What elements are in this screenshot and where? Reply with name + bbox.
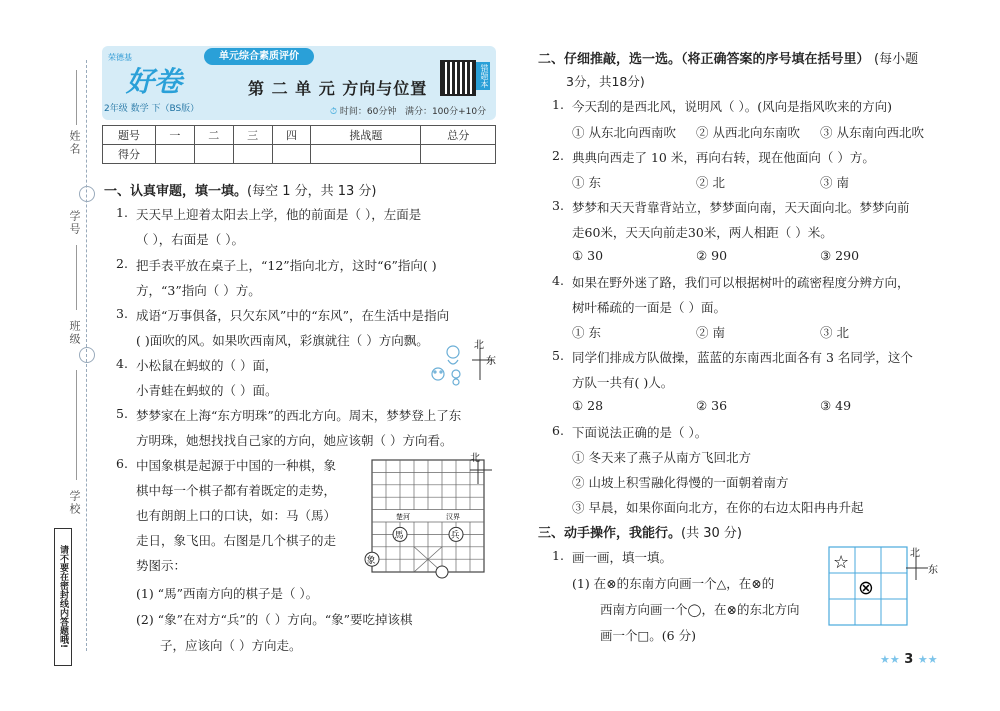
r-q5-line-1: 同学们排成方队做操，蓝蓝的东南西北面各有 3 名同学，这个	[572, 350, 913, 365]
school-label: 学校	[68, 490, 81, 516]
score-cell[interactable]	[311, 145, 421, 164]
question-number: 5.	[552, 348, 564, 363]
q5-line-1: 梦梦家在上海“东方明珠”的西北方向。周末，梦梦登上了东	[136, 408, 462, 423]
section-2-note-line-2: 3分，共18分)	[566, 74, 645, 89]
score-header-cell: 二	[194, 126, 233, 145]
p1-sub-1-line-1: (1) 在⊗的东南方向画一个△，在⊗的	[572, 576, 775, 591]
r-q6-option-1[interactable]: ① 冬天来了燕子从南方飞回北方	[572, 450, 751, 465]
piece-ma: 馬	[394, 531, 404, 541]
r-q4-option-3[interactable]: ③ 北	[820, 325, 849, 340]
r-q4-option-2[interactable]: ② 南	[696, 325, 725, 340]
score-cell[interactable]	[272, 145, 311, 164]
r-q1-option-1[interactable]: ① 从东北向西南吹	[572, 125, 676, 140]
r-q3-option-2[interactable]: ② 90	[696, 248, 728, 263]
score-cell[interactable]	[233, 145, 272, 164]
section-2-note: (每小题	[874, 52, 919, 67]
p1-sub-1-line-3: 画一个□。(6 分)	[600, 628, 696, 643]
q2-line-1: 把手表平放在桌子上，“12”指向北方，这时“6”指向( )	[136, 258, 437, 273]
question-number: 2.	[116, 256, 128, 271]
name-field[interactable]	[76, 70, 77, 125]
star-decoration-icon: ★★	[880, 653, 900, 666]
brand-name: 荣德基	[108, 53, 132, 62]
q2-line-2: 方，“3”指向（ ）方。	[136, 283, 261, 298]
r-q1-option-2[interactable]: ② 从西北向东南吹	[696, 125, 800, 140]
chess-compass-icon	[462, 452, 498, 486]
clock-icon: ⏱	[330, 107, 338, 117]
r-q2: 典典向西走了 10 米，再向右转，现在他面向（ ）方。	[572, 150, 875, 165]
time-limit: 时间：60分钟	[339, 107, 397, 117]
question-number: 1.	[116, 205, 128, 220]
seal-ornament	[79, 347, 95, 363]
r-q3-line-1: 梦梦和天天背靠背站立，梦梦面向南，天天面向北。梦梦向前	[572, 200, 910, 215]
river-label-left: 楚河	[396, 513, 410, 521]
r-q5-option-2[interactable]: ② 36	[696, 398, 728, 413]
score-cell[interactable]	[421, 145, 496, 164]
seal-ornament	[79, 186, 95, 202]
r-q4-line-1: 如果在野外迷了路，我们可以根据树叶的疏密程度分辨方向，	[572, 275, 910, 290]
p1-title: 画一画，填一填。	[572, 550, 673, 565]
q6-sub-2-line-1: (2) “象”在对方“兵”的（ ）方向。“象”要吃掉该棋	[136, 612, 413, 627]
river-label-right: 汉界	[446, 513, 460, 521]
score-header-cell: 一	[156, 126, 195, 145]
page-number-area	[880, 652, 938, 667]
class-field[interactable]	[76, 370, 77, 480]
r-q6: 下面说法正确的是（ ）。	[572, 425, 708, 440]
q5-line-2: 方明珠，她想找找自己家的方向，她应该朝（ ）方向看。	[136, 433, 453, 448]
question-number: 1.	[552, 97, 564, 112]
r-q3-option-1[interactable]: ① 30	[572, 248, 604, 263]
score-header-cell: 题号	[103, 126, 156, 145]
question-number: 5.	[116, 406, 128, 421]
question-number: 4.	[552, 273, 564, 288]
r-q2-option-2[interactable]: ② 北	[696, 175, 725, 190]
animals-figure	[420, 340, 500, 396]
r-q6-option-3[interactable]: ③ 早晨，如果你面向北方，在你的右边太阳冉冉升起	[572, 500, 864, 515]
score-cell[interactable]	[194, 145, 233, 164]
r-q2-option-3[interactable]: ③ 南	[820, 175, 849, 190]
error-book-tag: 错题本	[476, 62, 490, 90]
grid-compass-icon	[900, 546, 944, 586]
r-q6-option-2[interactable]: ② 山坡上积雪融化得慢的一面朝着南方	[572, 475, 789, 490]
r-q5-option-1[interactable]: ① 28	[572, 398, 604, 413]
squirrel-icon	[447, 346, 459, 364]
compass-north-label: 北	[474, 340, 484, 351]
page-number: 3	[904, 652, 914, 667]
score-header-cell: 总分	[421, 126, 496, 145]
q3-line-1: 成语“万事俱备，只欠东风”中的“东风”，在生活中是指向	[136, 308, 450, 323]
r-q2-option-1[interactable]: ① 东	[572, 175, 601, 190]
r-q1-option-3[interactable]: ③ 从东南向西北吹	[820, 125, 924, 140]
compass-north-label: 北	[470, 453, 480, 464]
class-label: 班级	[68, 320, 81, 346]
q6-line-3: 也有朗朗上口的口诀，如：马（馬）	[136, 508, 337, 523]
q6-line-2: 棋中每一个棋子都有着既定的走势，	[136, 483, 337, 498]
time-info	[330, 104, 486, 117]
section-1-note: (每空 1 分，共 13 分)	[247, 184, 377, 199]
r-q1: 今天刮的是西北风，说明风（ ）。(风向是指风吹来的方向)	[572, 99, 892, 114]
r-q3-line-2: 走60米，天天向前走30米，两人相距（ ）米。	[572, 225, 833, 240]
compass-east-label: 东	[486, 356, 496, 367]
score-table	[102, 125, 496, 164]
circled-x-icon: ⊗	[858, 577, 874, 599]
r-q5-line-2: 方队一共有( )人。	[572, 375, 674, 390]
question-number: 2.	[552, 148, 564, 163]
r-q4-line-2: 树叶稀疏的一面是（ ）面。	[572, 300, 726, 315]
r-q3-option-3[interactable]: ③ 290	[820, 248, 860, 263]
piece-bing: 兵	[450, 531, 460, 541]
binding-strip	[0, 0, 92, 711]
compass-north-label: 北	[910, 548, 920, 559]
q6-sub-2-line-2: 子，应该向（ ）方向走。	[160, 638, 302, 653]
question-number: 6.	[552, 423, 564, 438]
q4-line-1: 小松鼠在蚂蚁的（ ）面，	[136, 358, 278, 373]
student-id-field[interactable]	[76, 245, 77, 310]
unit-tag: 单元综合素质评价	[204, 48, 314, 65]
compass-east-label: 东	[928, 565, 938, 576]
question-number: 6.	[116, 456, 128, 471]
seal-notice: 请不要在密封线内答题哦!	[54, 528, 72, 666]
q1-line-1: 天天早上迎着太阳去上学，他的前面是（ ），左面是	[136, 207, 422, 222]
ant-icon	[452, 370, 460, 385]
section-3-note: (共 30 分)	[681, 526, 742, 541]
score-header-cell: 三	[233, 126, 272, 145]
q6-line-1: 中国象棋是起源于中国的一种棋，象	[136, 458, 337, 473]
name-label: 姓名	[68, 130, 81, 156]
q3-line-2: ( )面吹的风。如果吹西南风，彩旗就往（ ）方向飘。	[136, 333, 429, 348]
grade-label: 2年级 数学 下（BS版）	[104, 104, 200, 114]
section-2-heading: 二、仔细推敲，选一选。（将正确答案的序号填在括号里）	[538, 52, 870, 67]
piece-icon	[436, 566, 448, 578]
p1-sub-1-line-2: 西南方向画一个◯，在⊗的东北方向	[600, 602, 800, 617]
q6-line-5: 势图示：	[136, 558, 187, 573]
full-score: 满分：100分+10分	[404, 107, 487, 117]
logo: 好卷	[126, 65, 183, 98]
q4-line-2: 小青蛙在蚂蚁的（ ）面。	[136, 383, 278, 398]
q6-line-4: 走日，象飞田。右图是几个棋子的走	[136, 533, 337, 548]
frog-icon	[432, 368, 444, 380]
drawing-grid[interactable]	[828, 546, 908, 626]
question-number: 3.	[116, 306, 128, 321]
section-2-title	[538, 48, 918, 67]
question-number: 4.	[116, 356, 128, 371]
score-header-cell: 四	[272, 126, 311, 145]
q1-line-2: （ ），右面是（ ）。	[136, 232, 244, 247]
question-number: 3.	[552, 198, 564, 213]
star-icon: ☆	[833, 552, 850, 573]
qr-code-icon	[440, 60, 476, 96]
score-header-cell: 挑战题	[311, 126, 421, 145]
r-q4-option-1[interactable]: ① 东	[572, 325, 601, 340]
question-number: 1.	[552, 548, 564, 563]
r-q5-option-3[interactable]: ③ 49	[820, 398, 852, 413]
score-cell[interactable]	[156, 145, 195, 164]
score-row-label: 得分	[103, 145, 156, 164]
q6-sub-1: (1) “馬”西南方向的棋子是（ ）。	[136, 586, 319, 601]
section-3-heading: 三、动手操作，我能行。	[538, 526, 682, 541]
student-id-label: 学号	[68, 210, 81, 236]
section-1-title	[104, 180, 377, 199]
star-decoration-icon: ★★	[917, 653, 938, 666]
page-title: 第 二 单 元 方向与位置	[248, 79, 428, 98]
section-1-heading: 一、认真审题，填一填。	[104, 184, 248, 199]
piece-xiang: 象	[366, 555, 376, 566]
section-3-title	[538, 522, 742, 541]
